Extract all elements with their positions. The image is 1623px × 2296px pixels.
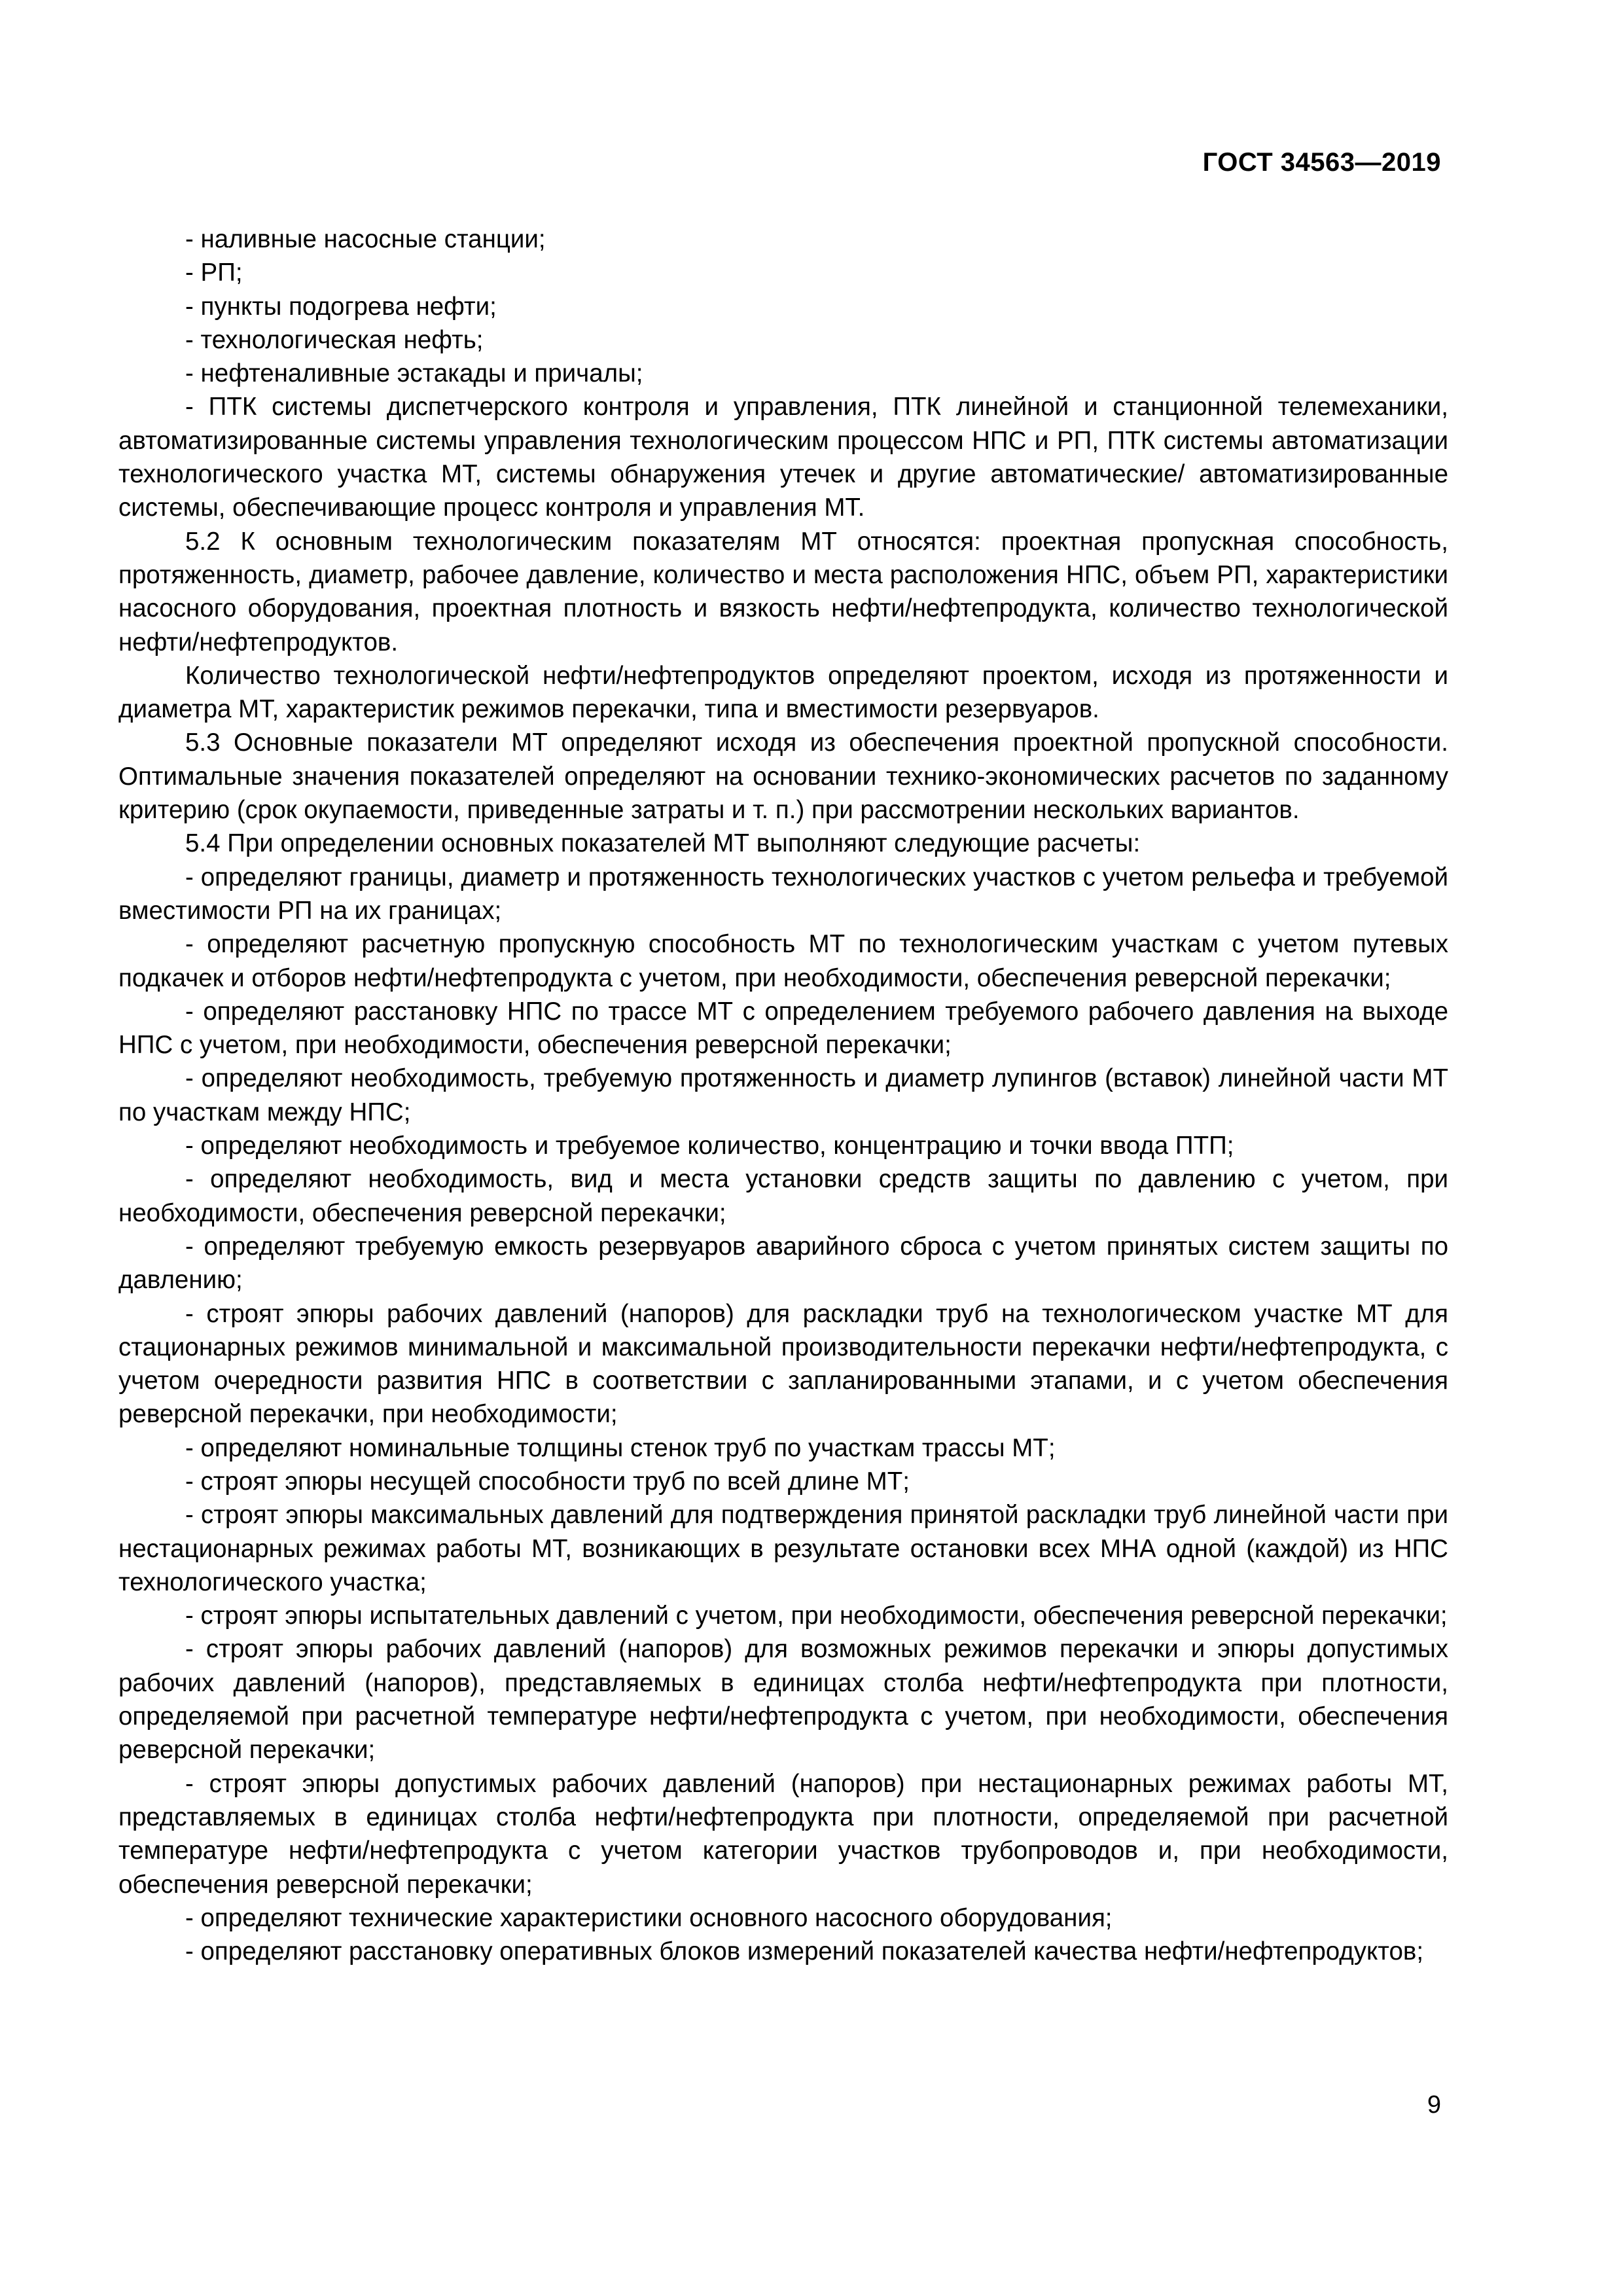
paragraph: 5.2 К основным технологическим показателям МТ относятся: проектная пропускная способность, протяженность, диаметр, рабочее давление, количество и места расположения НПС, объем РП, характеристики насосного оборудования, проектная плотность и вязкость нефти/нефтепродукта, количество технологической нефти/нефтепродуктов. <box>118 527 1448 656</box>
paragraph: - нефтеналивные эстакады и причалы; <box>185 359 643 388</box>
paragraph: - технологическая нефть; <box>185 325 484 354</box>
paragraph: - ПТК системы диспетчерского контроля и управления, ПТК линейной и станционной телемеханики, автоматизированные системы управления технологическим процессом НПС и РП, ПТК системы автоматизации технологического участка МТ, системы обнаружения утечек и другие автоматические/ автоматизированные системы, обеспечивающие процесс контроля и управления МТ. <box>118 393 1448 522</box>
paragraph: - определяют расчетную пропускную способность МТ по технологическим участкам с учетом путевых подкачек и отборов нефти/нефтепродукта с учетом, при необходимости, обеспечения реверсной перекачки; <box>118 930 1448 992</box>
paragraph: - определяют номинальные толщины стенок труб по участкам трассы МТ; <box>185 1433 1056 1462</box>
paragraph: - определяют границы, диаметр и протяженность технологических участков с учетом рельефа и требуемой вместимости РП на их границах; <box>118 863 1448 925</box>
paragraph: - строят эпюры несущей способности труб по всей длине МТ; <box>185 1467 910 1496</box>
paragraph: - строят эпюры рабочих давлений (напоров) для раскладки труб на технологическом участке МТ для стационарных режимов минимальной и максимальной производительности перекачки нефти/нефтепродукта, с учетом очередности развития НПС в соответствии с запланированными этапами, и с учетом обеспечения реверсной перекачки, при необходимости; <box>118 1299 1448 1429</box>
paragraph: 5.4 При определении основных показателей МТ выполняют следующие расчеты: <box>185 829 1141 858</box>
paragraph: - определяют расстановку оперативных блоков измерений показателей качества нефти/нефтепродуктов; <box>185 1937 1424 1966</box>
paragraph: - определяют технические характеристики основного насосного оборудования; <box>185 1903 1113 1932</box>
document-body <box>118 223 1448 1968</box>
paragraph: - определяют необходимость, требуемую протяженность и диаметр лупингов (вставок) линейной части МТ по участкам между НПС; <box>118 1064 1448 1126</box>
paragraph: - строят эпюры допустимых рабочих давлений (напоров) при нестационарных режимах работы МТ, представляемых в единицах столба нефти/нефтепродукта при плотности, определяемой при расчетной температуре нефти/нефтепродукта с учетом категории участков трубопроводов и, при необходимости, обеспечения реверсной перекачки; <box>118 1769 1448 1899</box>
paragraph: 5.3 Основные показатели МТ определяют исходя из обеспечения проектной пропускной способности. Оптимальные значения показателей определяют на основании технико-экономических расчетов по заданному критерию (срок окупаемости, приведенные затраты и т. п.) при рассмотрении нескольких вариантов. <box>118 728 1448 825</box>
paragraph: - РП; <box>185 259 243 287</box>
document-header: ГОСТ 34563—2019 <box>1202 148 1441 177</box>
paragraph: - строят эпюры рабочих давлений (напоров) для возможных режимов перекачки и эпюры допустимых рабочих давлений (напоров), представляемых в единицах столба нефти/нефтепродукта при плотности, определяемой при расчетной температуре нефти/нефтепродукта с учетом, при необходимости, обеспечения реверсной перекачки; <box>118 1635 1448 1765</box>
paragraph: - пункты подогрева нефти; <box>185 292 497 321</box>
paragraph: - определяют необходимость, вид и места установки средств защиты по давлению с учетом, при необходимости, обеспечения реверсной перекачки; <box>118 1165 1448 1227</box>
paragraph: - определяют требуемую емкость резервуаров аварийного сброса с учетом принятых систем защиты по давлению; <box>118 1232 1448 1295</box>
paragraph: - строят эпюры максимальных давлений для подтверждения принятой раскладки труб линейной части при нестационарных режимах работы МТ, возникающих в результате остановки всех МНА одной (каждой) из НПС технологического участка; <box>118 1501 1448 1596</box>
paragraph: - наливные насосные станции; <box>185 225 546 253</box>
paragraph: - определяют расстановку НПС по трассе МТ с определением требуемого рабочего давления на выходе НПС с учетом, при необходимости, обеспечения реверсной перекачки; <box>118 997 1448 1060</box>
paragraph: Количество технологической нефти/нефтепродуктов определяют проектом, исходя из протяженности и диаметра МТ, характеристик режимов перекачки, типа и вместимости резервуаров. <box>118 661 1448 724</box>
paragraph: - определяют необходимость и требуемое количество, концентрацию и точки ввода ПТП; <box>185 1132 1234 1160</box>
paragraph: - строят эпюры испытательных давлений с учетом, при необходимости, обеспечения реверсной перекачки; <box>185 1602 1448 1630</box>
page-number: 9 <box>1427 2091 1441 2119</box>
